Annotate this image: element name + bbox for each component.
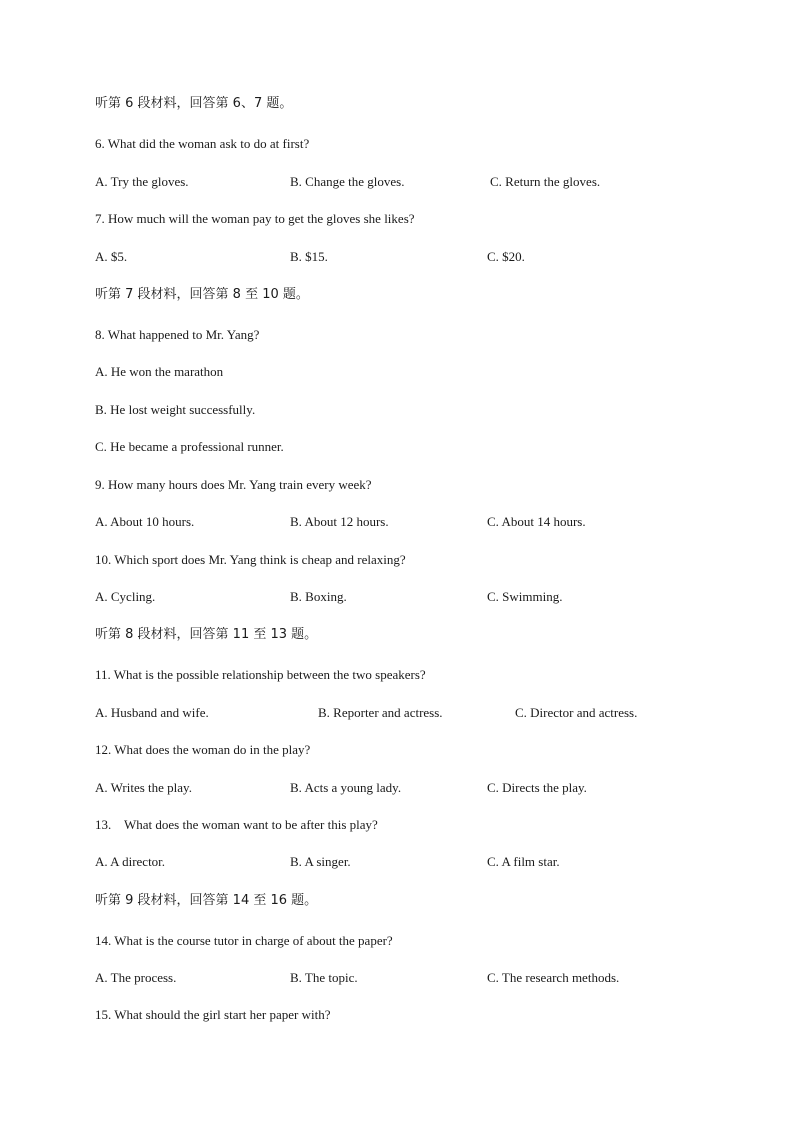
section-heading-6: 听第 6 段材料，回答第 6、7 题。 (95, 96, 293, 111)
q6-option-c: C. Return the gloves. (490, 174, 601, 189)
question-12: 12. What does the woman do in the play? (95, 742, 311, 757)
question-6: 6. What did the woman ask to do at first? (95, 136, 310, 151)
q11-option-a: A. Husband and wife. (95, 705, 209, 720)
q8-option-c: C. He became a professional runner. (95, 439, 284, 454)
section-heading-7: 听第 7 段材料，回答第 8 至 10 题。 (95, 287, 309, 302)
q7-option-c: C. $20. (487, 249, 525, 264)
q13-option-a: A. A director. (95, 854, 166, 869)
q9-option-a: A. About 10 hours. (95, 514, 195, 529)
q11-option-b: B. Reporter and actress. (318, 705, 443, 720)
q14-option-c: C. The research methods. (487, 970, 620, 985)
question-7: 7. How much will the woman pay to get the gloves she likes? (95, 211, 415, 226)
q12-option-a: A. Writes the play. (95, 780, 192, 795)
q6-option-b: B. Change the gloves. (290, 174, 405, 189)
question-14: 14. What is the course tutor in charge of about the paper? (95, 933, 393, 948)
question-11: 11. What is the possible relationship between the two speakers? (95, 667, 426, 682)
q9-option-b: B. About 12 hours. (290, 514, 389, 529)
q9-option-c: C. About 14 hours. (487, 514, 586, 529)
q11-option-c: C. Director and actress. (515, 705, 638, 720)
q12-option-b: B. Acts a young lady. (290, 780, 402, 795)
q6-option-a: A. Try the gloves. (95, 174, 189, 189)
q7-option-a: A. $5. (95, 249, 128, 264)
question-13: 13. What does the woman want to be after this play? (95, 817, 378, 832)
q10-option-c: C. Swimming. (487, 589, 563, 604)
q8-option-b: B. He lost weight successfully. (95, 402, 256, 417)
question-15: 15. What should the girl start her paper with? (95, 1007, 331, 1022)
question-10: 10. Which sport does Mr. Yang think is cheap and relaxing? (95, 552, 406, 567)
q8-option-a: A. He won the marathon (95, 364, 224, 379)
question-8: 8. What happened to Mr. Yang? (95, 327, 260, 342)
q13-option-b: B. A singer. (290, 854, 351, 869)
q13-option-c: C. A film star. (487, 854, 560, 869)
q14-option-a: A. The process. (95, 970, 177, 985)
q14-option-b: B. The topic. (290, 970, 358, 985)
q10-option-a: A. Cycling. (95, 589, 156, 604)
q12-option-c: C. Directs the play. (487, 780, 587, 795)
q7-option-b: B. $15. (290, 249, 328, 264)
question-9: 9. How many hours does Mr. Yang train every week? (95, 477, 372, 492)
q10-option-b: B. Boxing. (290, 589, 347, 604)
section-heading-8: 听第 8 段材料，回答第 11 至 13 题。 (95, 627, 318, 642)
section-heading-9: 听第 9 段材料，回答第 14 至 16 题。 (95, 893, 318, 908)
